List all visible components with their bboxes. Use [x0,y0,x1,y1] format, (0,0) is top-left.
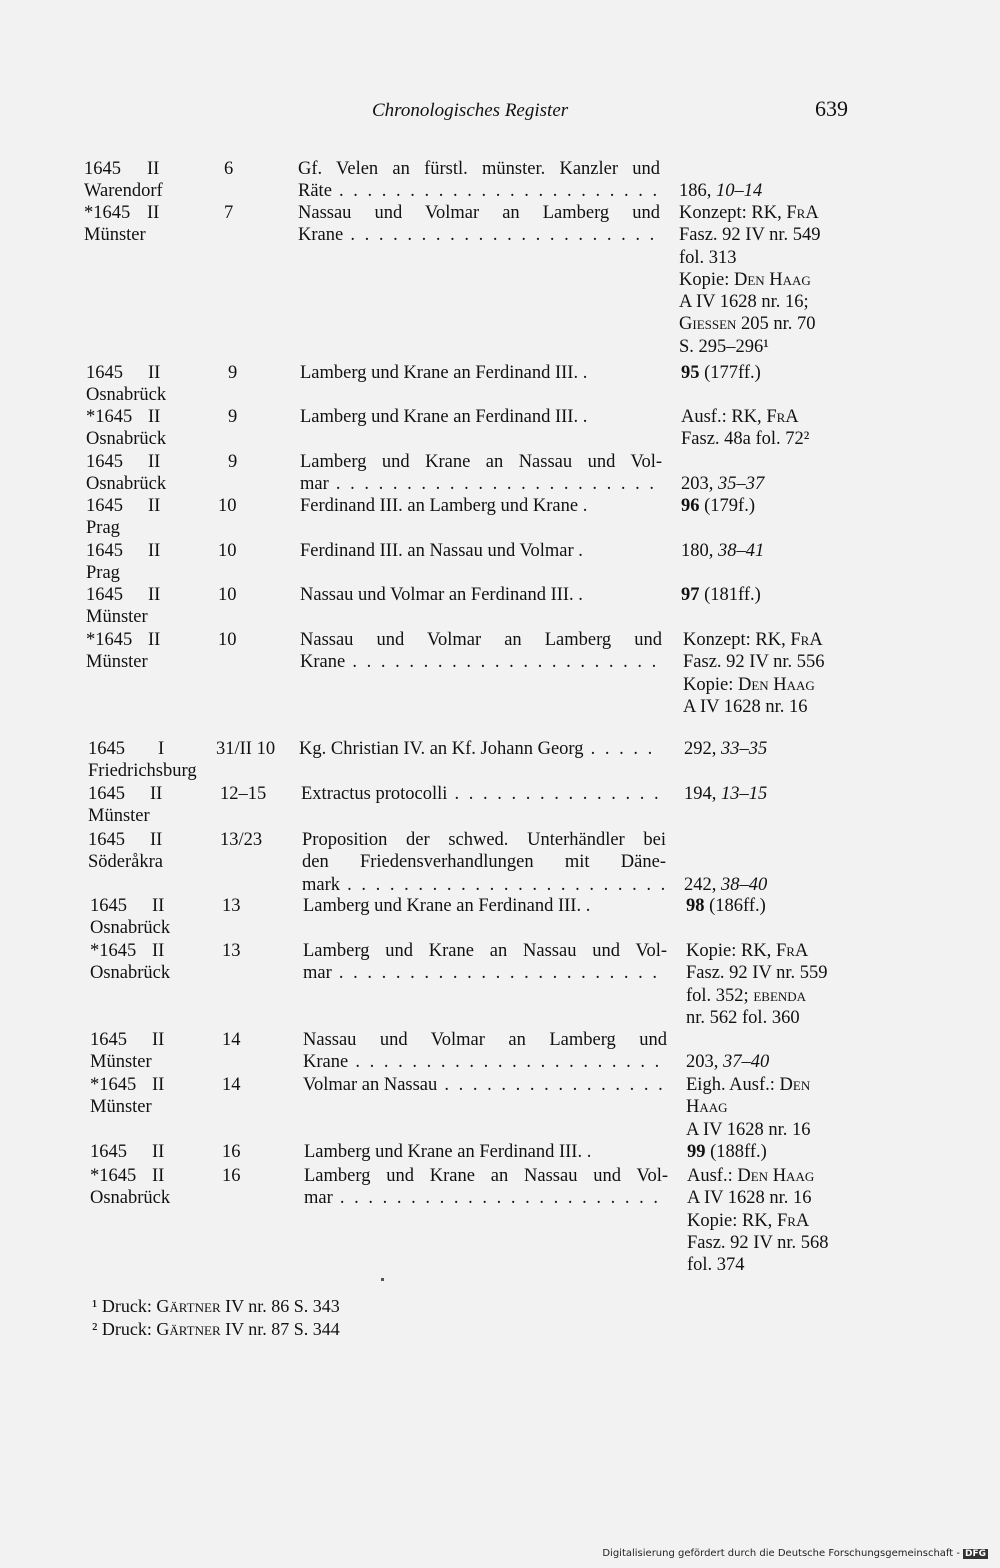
entry-reference [683,629,825,718]
entry-month: II [152,1142,165,1162]
reference-run: 38–40 [721,874,768,895]
description-text: mark [302,874,341,895]
reference-run: (188ff.) [705,1142,767,1162]
entry-month: II [150,830,163,850]
reference-run: Fasz. 48a fol. 72² [681,429,810,450]
reference-run: 13–15 [721,784,768,804]
footnote [92,1295,340,1318]
description-line [304,1141,668,1163]
entry-description [303,1074,667,1096]
description-line [298,180,660,202]
description-line [302,874,666,896]
entry-year: 1645 [88,830,125,850]
entry-month: II [152,1030,165,1050]
entry-reference [681,406,809,451]
reference-run: 35–37 [718,474,765,495]
footnote-run: Gärtner [156,1319,221,1339]
entry-year: *1645 [90,1075,137,1095]
reference-run: FrA [766,407,799,427]
reference-run: Fasz. 92 IV nr. 549 [679,225,821,246]
reference-run: 38–41 [718,541,765,561]
description-line [304,1165,668,1187]
entry-month: II [148,496,161,516]
entry-month: II [152,896,165,916]
entry-day: 7 [224,203,234,223]
entry-place: Prag [86,563,120,584]
reference-run: 37–40 [723,1052,770,1073]
entry-year: 1645 [84,159,121,179]
description-line [300,629,662,651]
entry-description [303,895,667,917]
reference-run: Konzept: RK, [683,630,791,650]
reference-line [681,540,764,562]
entry-place: Osnabrück [90,963,171,984]
reference-run: 292, [684,739,721,759]
reference-run: Den [779,1075,811,1095]
reference-line [687,1165,829,1187]
entry-month: II [150,784,163,804]
dot-leader [343,225,660,245]
entry-day: 16 [222,1166,241,1186]
reference-run: A IV 1628 nr. 16 [687,1188,812,1209]
entry-reference [681,495,755,517]
entry-month: II [148,452,161,472]
entry-day: 14 [222,1075,241,1095]
footnote [92,1318,340,1341]
entry-reference [686,940,828,1029]
description-text: Krane [298,225,344,246]
reference-run: fol. 374 [687,1255,745,1276]
entry-description [304,1141,668,1163]
description-text: Nassau und Volmar an Lamberg und [298,203,660,223]
reference-line [686,962,828,984]
reference-run: Den Haag [737,1166,815,1186]
entry-reference [679,158,762,203]
entry-month: II [147,203,160,223]
reference-line [687,1232,829,1254]
entry-reference [684,829,767,896]
entry-description [298,202,660,247]
description-text: Krane [300,652,346,673]
description-text: Volmar an Nassau [303,1075,438,1095]
entry-description [298,158,660,203]
reference-line [681,473,764,495]
description-line [298,224,660,246]
description-text: Lamberg und Krane an Ferdinand III. . [300,407,588,427]
reference-line [679,336,821,358]
footnotes [92,1295,340,1341]
reference-run: 203, [681,474,718,495]
reference-run: Giessen [679,314,737,335]
description-line [300,406,660,428]
reference-run: 186, [679,181,716,202]
entry-year: 1645 [88,739,125,759]
reference-line [683,696,825,718]
entry-reference [681,362,761,384]
reference-run: Konzept: RK, [679,203,787,223]
entry-place: Osnabrück [90,1188,171,1209]
description-text: mar [300,474,329,495]
description-text: Nassau und Volmar an Lamberg und [303,1030,667,1050]
description-text: Proposition der schwed. Unterhändler bei [302,830,666,850]
entry-month: II [148,363,161,383]
reference-line [684,783,767,805]
reference-line [679,269,821,291]
reference-run: (186ff.) [704,896,766,916]
reference-line [686,895,766,917]
reference-run: Haag [686,1097,728,1118]
entry-year: *1645 [84,203,131,223]
entry-description [300,540,662,562]
entry-month: II [148,585,161,605]
entry-description [300,584,662,606]
entry-year: 1645 [90,1142,127,1162]
entry-year: *1645 [86,407,133,427]
description-text: Nassau und Volmar an Lamberg und [300,630,662,650]
entry-month: II [148,630,161,650]
entry-description [303,1029,667,1074]
description-line [301,783,665,805]
entry-place: Osnabrück [86,385,167,406]
description-line [298,158,660,180]
footnote-run: Gärtner [156,1296,221,1316]
page-title: Chronologisches Register [372,100,569,121]
reference-run: 10–14 [716,181,763,202]
entry-reference [681,451,764,496]
entry-place: Prag [86,518,120,539]
entry-place: Münster [88,806,150,827]
reference-line [681,584,761,606]
reference-line [686,1119,811,1141]
reference-run: Kopie: RK, [687,1210,777,1231]
reference-run: Kopie: RK, [686,941,776,961]
reference-run: Kopie: [679,269,734,290]
reference-run: A IV 1628 nr. 16 [686,1119,811,1140]
description-text: Lamberg und Krane an Ferdinand III. . [303,896,591,916]
reference-line [679,202,821,224]
entry-day: 9 [228,363,238,383]
reference-run: Fasz. 92 IV nr. 556 [683,652,825,673]
entry-year: *1645 [86,630,133,650]
reference-line [679,291,821,313]
reference-run: (179f.) [699,496,755,516]
reference-run: 180, [681,541,718,561]
description-line [300,451,662,473]
entry-description [299,738,663,760]
entry-place: Münster [90,1052,152,1073]
reference-line [684,874,767,896]
reference-line [686,1096,811,1118]
dfg-logo: DFG [964,1549,986,1559]
entry-reference [686,895,766,917]
entry-place: Warendorf [84,181,163,202]
entry-month: I [158,739,165,759]
entry-year: 1645 [86,541,123,561]
entry-year: 1645 [86,585,123,605]
entry-reference [686,1029,769,1074]
reference-run: (177ff.) [699,363,761,383]
description-text: Lamberg und Krane an Ferdinand III. . [304,1142,592,1162]
description-line [303,1029,667,1051]
reference-line [686,1074,811,1096]
description-text: mar [304,1188,333,1209]
footer-credit [602,1548,988,1559]
dot-leader [584,739,664,759]
description-text: Räte [298,181,332,202]
description-line [303,1051,667,1073]
dot-leader [345,652,662,672]
entry-place: Osnabrück [86,474,167,495]
description-text: Lamberg und Krane an Nassau und Vol- [300,452,662,472]
reference-run: 98 [686,896,705,916]
reference-line [681,406,809,428]
dot-leader [332,181,660,201]
entry-year: 1645 [86,496,123,516]
entry-place: Osnabrück [90,918,171,939]
entry-month: II [147,159,160,179]
reference-run: Fasz. 92 IV nr. 559 [686,963,828,984]
dot-leader [340,875,666,895]
entry-day: 14 [222,1030,241,1050]
entry-place: Osnabrück [86,429,167,450]
reference-line [686,1029,769,1051]
description-text: Lamberg und Krane an Nassau und Vol- [304,1166,668,1186]
reference-run: Eigh. Ausf.: [686,1075,780,1095]
dot-leader [437,1075,667,1095]
footnote-run: IV nr. 86 S. 343 [220,1296,340,1316]
entry-description [300,451,662,496]
page-number: 639 [815,96,848,121]
description-text: Lamberg und Krane an Nassau und Vol- [303,941,667,961]
entry-year: 1645 [88,784,125,804]
entry-place: Münster [84,225,146,246]
reference-run: FrA [775,941,809,961]
reference-run: 242, [684,874,721,895]
description-line [300,584,662,606]
reference-run: (181ff.) [699,585,761,605]
reference-run: fol. 352; [686,985,754,1006]
dot-leader [348,1052,667,1072]
entry-description [302,829,666,896]
reference-line [681,451,764,473]
description-line [303,940,667,962]
entry-place: Münster [90,1097,152,1118]
reference-run: fol. 313 [679,247,737,268]
reference-run: Ausf.: [687,1166,738,1186]
entry-year: *1645 [90,1166,137,1186]
description-line [300,540,662,562]
reference-line [686,985,828,1007]
description-text: Ferdinand III. an Nassau und Volmar . [300,541,583,561]
reference-line [684,829,767,851]
entry-description [300,362,660,384]
entry-day: 13 [222,941,241,961]
entry-year: *1645 [90,941,137,961]
entry-day: 9 [228,452,238,472]
reference-line [679,247,821,269]
reference-run: 95 [681,363,700,383]
entry-day: 16 [222,1142,241,1162]
entry-description [300,406,660,428]
entry-description [301,783,665,805]
dot-leader [329,474,662,494]
reference-run: FrA [776,1210,810,1231]
entry-reference [681,584,761,606]
reference-run: Ausf.: RK, [681,407,767,427]
dot-leader [332,963,667,983]
entry-year: 1645 [86,452,123,472]
reference-line [679,180,762,202]
reference-line [679,158,762,180]
reference-line [686,1007,828,1029]
description-line [300,473,662,495]
reference-run: 96 [681,496,700,516]
entry-day: 13/23 [220,830,263,850]
entry-description [300,629,662,674]
entry-description [300,495,662,517]
entry-place: Söderåkra [88,852,163,873]
entry-place: Münster [86,652,148,673]
entry-day: 10 [218,630,237,650]
reference-line [681,495,755,517]
entry-day: 9 [228,407,238,427]
entry-reference [684,783,767,805]
reference-run: A IV 1628 nr. 16 [683,696,808,717]
reference-line [686,1051,769,1073]
entry-day: 10 [218,541,237,561]
description-line [303,1074,667,1096]
reference-run: 97 [681,585,700,605]
entry-reference [686,1074,811,1141]
footer-text: Digitalisierung gefördert durch die Deutsche Forschungsgemeinschaft - [602,1548,960,1559]
entry-reference [687,1165,829,1276]
reference-run: 203, [686,1052,723,1073]
description-text: Kg. Christian IV. an Kf. Johann Georg [299,739,584,759]
description-text: Extractus protocolli [301,784,448,804]
reference-line [687,1210,829,1232]
reference-line [687,1141,767,1163]
entry-day: 31/II 10 [216,739,276,759]
entry-month: II [152,1075,165,1095]
description-line [298,202,660,224]
entry-reference [687,1141,767,1163]
entry-year: 1645 [90,896,127,916]
description-line [300,362,660,384]
description-text: Lamberg und Krane an Ferdinand III. . [300,363,588,383]
description-text: Ferdinand III. an Lamberg und Krane . [300,496,588,516]
description-line [302,829,666,851]
dot-leader [333,1188,668,1208]
reference-line [683,629,825,651]
entry-description [304,1165,668,1210]
reference-run: Den Haag [733,269,811,290]
reference-line [681,428,809,450]
reference-run: A IV 1628 nr. 16; [679,292,809,313]
footnote-run: IV nr. 87 S. 344 [220,1319,340,1339]
description-text: den Friedensverhandlungen mit Däne- [302,852,666,873]
reference-line [683,674,825,696]
reference-line [686,940,828,962]
entry-description [303,940,667,985]
description-line [303,895,667,917]
entry-month: II [152,1166,165,1186]
description-line [302,851,666,873]
entry-day: 10 [218,496,237,516]
entry-day: 12–15 [220,784,267,804]
reference-line [679,313,821,335]
footnote-run: ¹ Druck: [92,1296,157,1316]
reference-run: Kopie: [683,674,738,695]
reference-line [687,1187,829,1209]
description-text: Krane [303,1052,349,1073]
reference-run: Fasz. 92 IV nr. 568 [687,1232,829,1253]
description-line [300,495,662,517]
stray-mark [381,1278,384,1281]
description-line [303,962,667,984]
description-line [300,651,662,673]
reference-line [681,362,761,384]
entry-year: 1645 [90,1030,127,1050]
reference-run: 33–35 [721,739,768,759]
description-text: mar [303,963,332,984]
reference-run: S. 295–296¹ [679,336,769,357]
reference-run: nr. 562 fol. 360 [686,1007,800,1028]
reference-line [684,851,767,873]
reference-line [683,651,825,673]
reference-line [684,738,767,760]
dot-leader [447,784,665,804]
entry-month: II [148,541,161,561]
footnote-run: ² Druck: [92,1319,157,1339]
description-text: Nassau und Volmar an Ferdinand III. . [300,585,583,605]
entry-day: 6 [224,159,234,179]
description-line [299,738,663,760]
entry-place: Friedrichsburg [88,761,197,782]
entry-year: 1645 [86,363,123,383]
description-text: Gf. Velen an fürstl. münster. Kanzler und [298,159,660,179]
entry-day: 10 [218,585,237,605]
entry-reference [679,202,821,358]
reference-run: FrA [790,630,823,650]
reference-run: 194, [684,784,721,804]
reference-run: ebenda [753,985,807,1006]
entry-place: Münster [86,607,148,628]
reference-run: Den Haag [737,674,815,695]
entry-month: II [148,407,161,427]
entry-reference [681,540,764,562]
entry-day: 13 [222,896,241,916]
description-line [304,1187,668,1209]
reference-run: FrA [786,203,819,223]
reference-run: 205 nr. 70 [736,314,816,335]
entry-month: II [152,941,165,961]
entry-reference [684,738,767,760]
reference-line [687,1254,829,1276]
reference-run: 99 [687,1142,706,1162]
reference-line [679,224,821,246]
